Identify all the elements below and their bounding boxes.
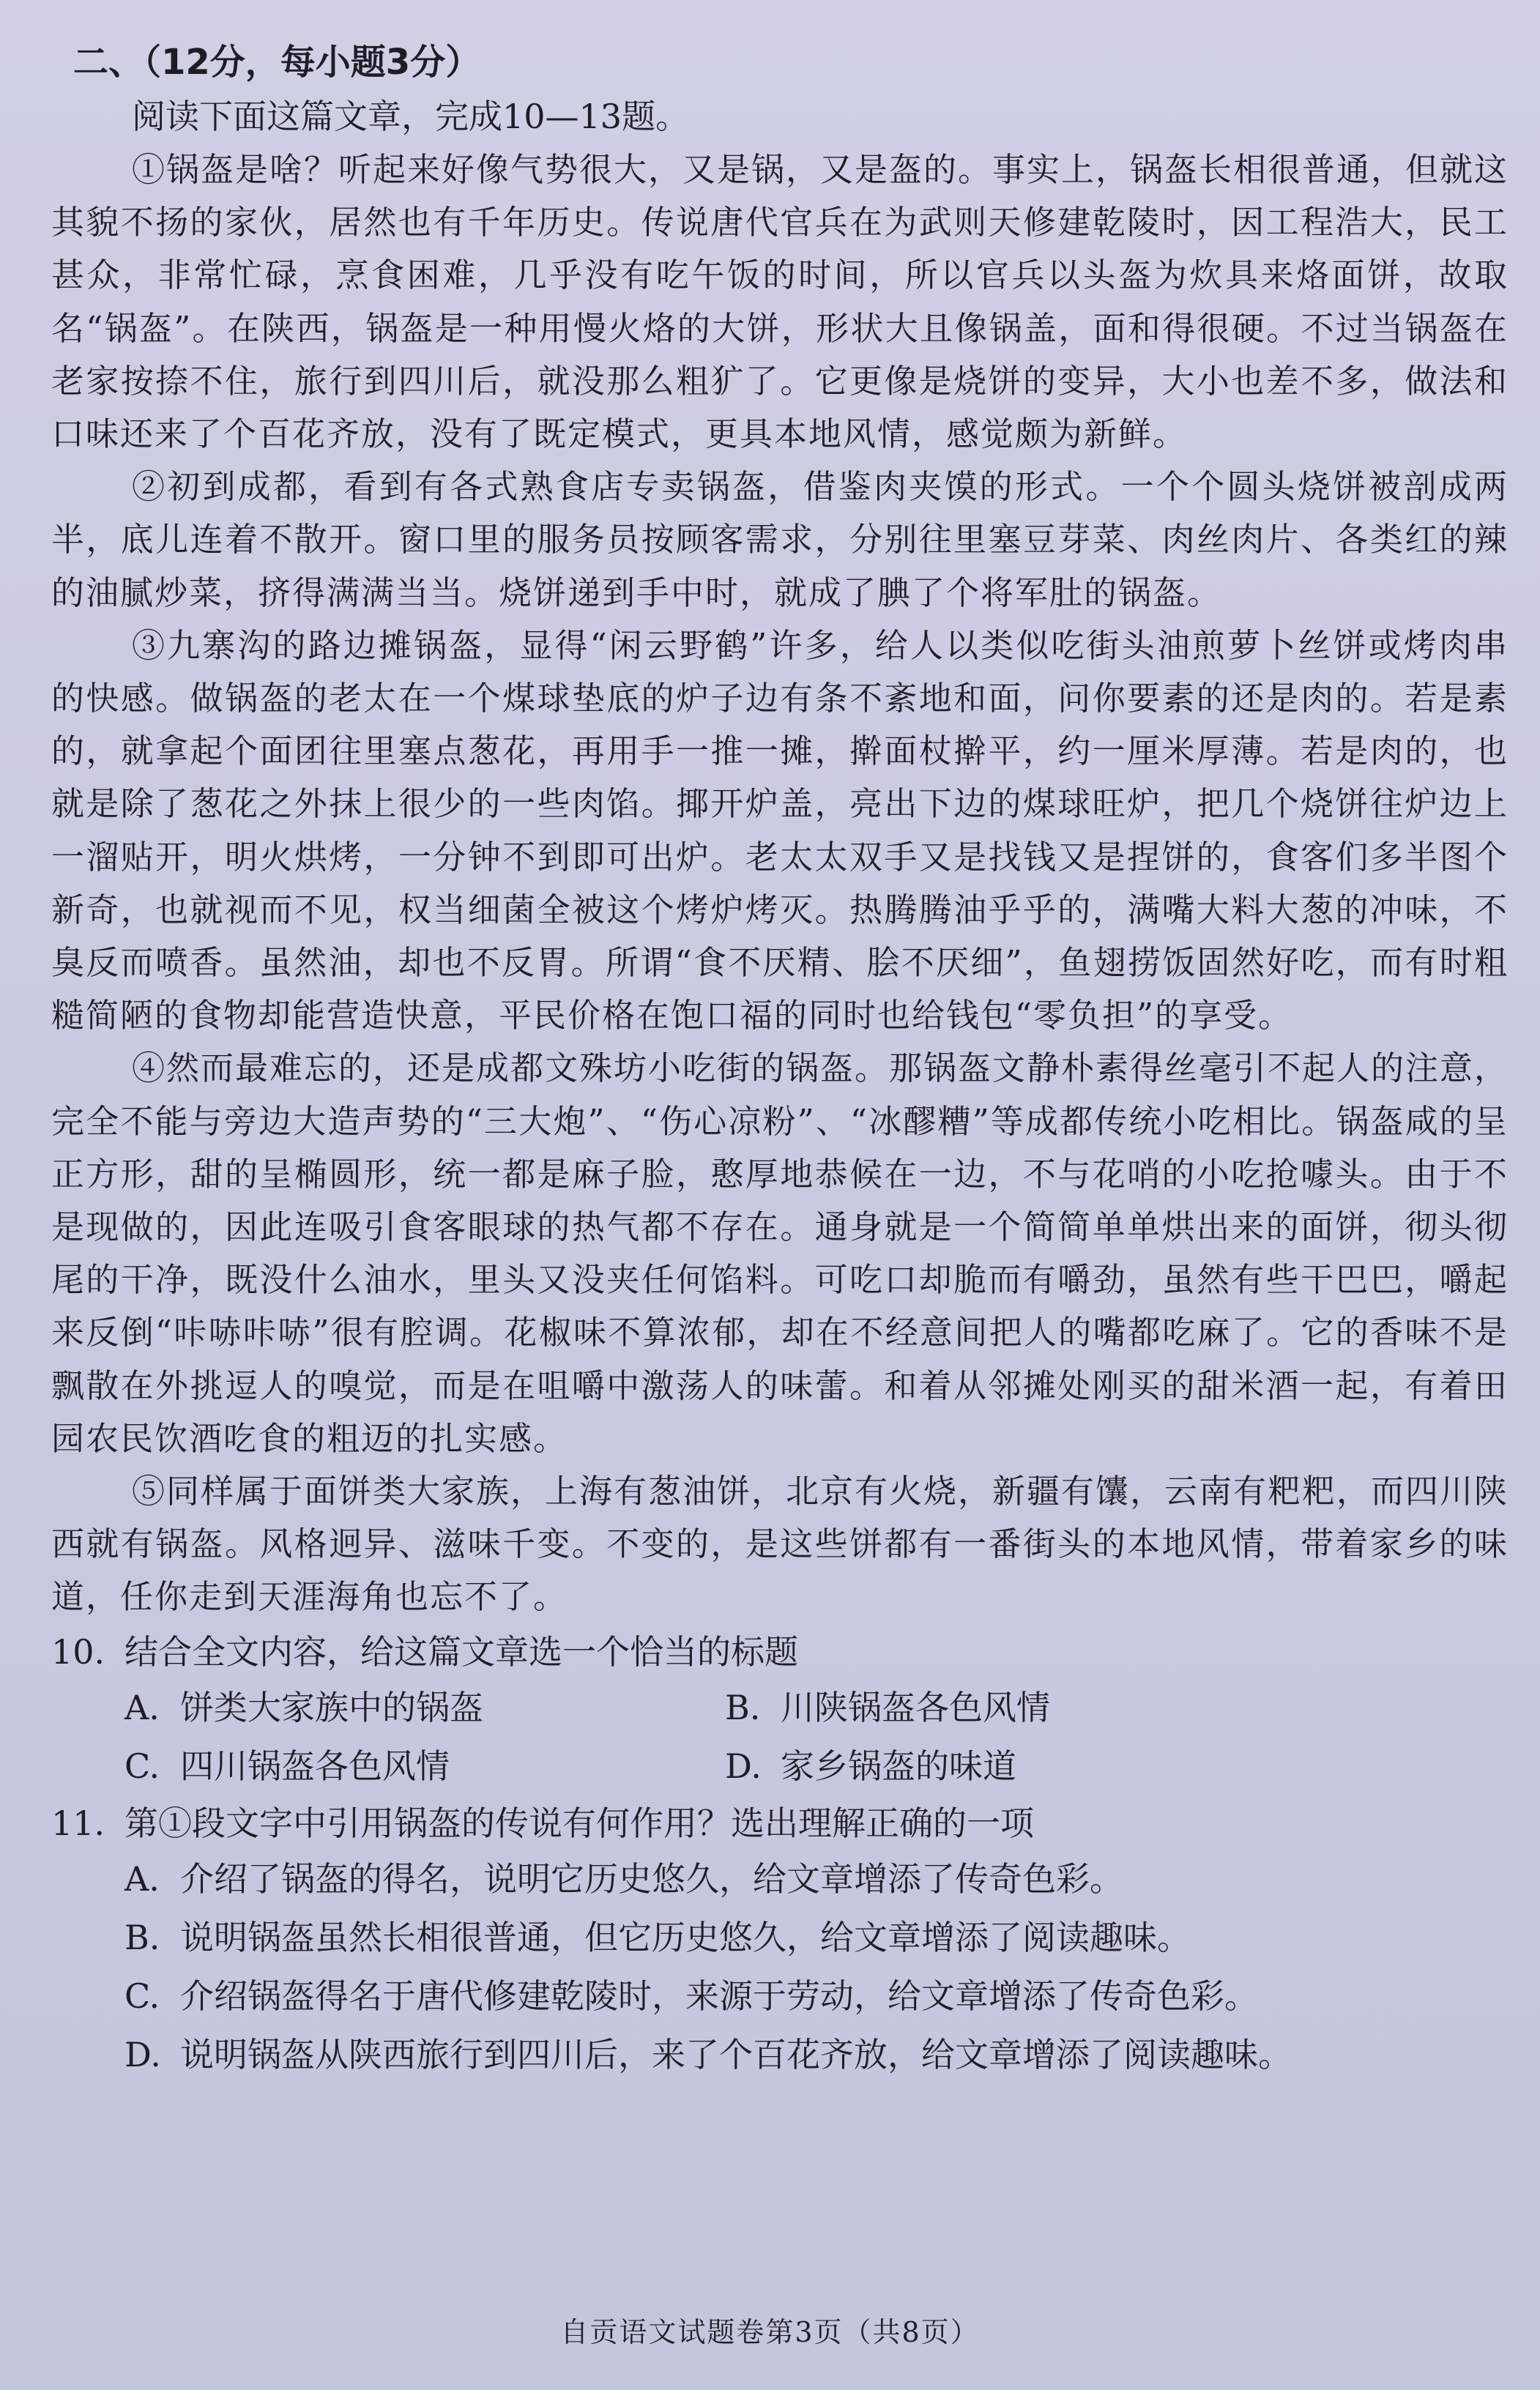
option-b — [124, 1908, 1509, 1967]
article-paragraph-4: ④然而最难忘的，还是成都文殊坊小吃街的锅盔。那锅盔文静朴素得丝毫引不起人的注意，完全不能与旁边大造声势的“三大炮”、“伤心凉粉”、“冰醪糟”等成都传统小吃相比。锅盔咸的呈正方形，甜的呈椭圆形，统一都是麻子脸，憨厚地恭候在一边，不与花哨的小吃抢噱头。由于不是现做的，因此连吸引食客眼球的热气都不存在。通身就是一个简简单单烘出来的面饼，彻头彻尾的干净，既没什么油水，里头又没夹任何馅料。可吃口却脆而有嚼劲，虽然有些干巴巴，嚼起来反倒“咔哧咔哧”很有腔调。花椒味不算浓郁，却在不经意间把人的嘴都吃麻了。它的香味不是飘散在外挑逗人的嗅觉，而是在咀嚼中激荡人的味蕾。和着从邻摊处刚买的甜米酒一起，有着田园农民饮酒吃食的粗迈的扎实感。 — [51, 1049, 1509, 1458]
option-d — [725, 1737, 1325, 1795]
option-text: 说明锅盔虽然长相很普通，但它历史悠久，给文章增添了阅读趣味。 — [180, 1917, 1191, 1957]
option-letter: C. — [124, 1976, 160, 2016]
question-number: 10. — [51, 1631, 105, 1672]
reading-instruction: 阅读下面这篇文章，完成10—13题。 — [132, 97, 690, 136]
option-a — [124, 1678, 725, 1737]
article — [51, 144, 1509, 1624]
option-letter: B. — [725, 1687, 761, 1727]
page-content — [51, 35, 1509, 2084]
article-paragraph-5: ⑤同样属于面饼类大家族，上海有葱油饼，北京有火烧，新疆有馕，云南有粑粑，而四川陕西就有锅盔。风格迥异、滋味千变。不变的，是这些饼都有一番街头的本地风情，带着家乡的味道，任你走到天涯海角也忘不了。 — [51, 1472, 1509, 1617]
question-text: 第①段文字中引用锅盔的传说有何作用？选出理解正确的一项 — [124, 1803, 1034, 1843]
option-b — [725, 1678, 1325, 1737]
question-11 — [51, 1797, 1509, 2084]
option-letter: B. — [124, 1917, 160, 1957]
question-text: 结合全文内容，给这篇文章选一个恰当的标题 — [124, 1631, 798, 1672]
option-c — [124, 1967, 1509, 2025]
option-letter: D. — [725, 1746, 762, 1786]
option-text: 饼类大家族中的锅盔 — [180, 1687, 483, 1727]
question-number: 11. — [51, 1803, 105, 1843]
option-text: 四川锅盔各色风情 — [180, 1746, 450, 1786]
option-d — [124, 2025, 1509, 2084]
option-letter: D. — [124, 2034, 161, 2074]
section-heading: 二、（12分，每小题3分） — [73, 42, 481, 83]
option-letter: A. — [124, 1858, 160, 1899]
article-paragraph-3: ③九寨沟的路边摊锅盔，显得“闲云野鹤”许多，给人以类似吃街头油煎萝卜丝饼或烤肉串的快感。做锅盔的老太在一个煤球垫底的炉子边有条不紊地和面，问你要素的还是肉的。若是素的，就拿起个面团往里塞点葱花，再用手一推一摊，擀面杖擀平，约一厘米厚薄。若是肉的，也就是除了葱花之外抹上很少的一些肉馅。揶开炉盖，亮出下边的煤球旺炉，把几个烧饼往炉边上一溜贴开，明火烘烤，一分钟不到即可出炉。老太太双手又是找钱又是捏饼的，食客们多半图个新奇，也就视而不见，权当细菌全被这个烤炉烤灭。热腾腾油乎乎的，满嘴大料大葱的冲味，不臭反而喷香。虽然油，却也不反胃。所谓“食不厌精、脍不厌细”，鱼翅捞饭固然好吃，而有时粗糙简陋的食物却能营造快意，平民价格在饱口福的同时也给钱包“零负担”的享受。 — [51, 625, 1509, 1035]
option-list — [124, 1850, 1509, 2084]
article-paragraph-2: ②初到成都，看到有各式熟食店专卖锅盔，借鉴肉夹馍的形式。一个个圆头烧饼被剖成两半，底儿连着不散开。窗口里的服务员按顾客需求，分别往里塞豆芽菜、肉丝肉片、各类红的辣的油腻炒菜，挤得满满当当。烧饼递到手中时，就成了腆了个将军肚的锅盔。 — [51, 467, 1509, 612]
option-text: 家乡锅盔的味道 — [781, 1746, 1016, 1786]
question-10 — [51, 1626, 1509, 1795]
question-stem — [51, 1797, 1509, 1850]
question-stem — [51, 1626, 1509, 1678]
option-list — [124, 1678, 1509, 1795]
option-text: 介绍锅盔得名于唐代修建乾陵时，来源于劳动，给文章增添了传奇色彩。 — [180, 1976, 1258, 2016]
page-footer: 自贡语文试题卷第3页（共8页） — [560, 2316, 980, 2348]
option-c — [124, 1737, 725, 1795]
option-letter: C. — [124, 1746, 160, 1786]
option-a — [124, 1850, 1509, 1908]
option-text: 说明锅盔从陕西旅行到四川后，来了个百花齐放，给文章增添了阅读趣味。 — [180, 2034, 1292, 2074]
option-text: 介绍了锅盔的得名，说明它历史悠久，给文章增添了传奇色彩。 — [180, 1858, 1123, 1899]
article-paragraph-1: ①锅盔是啥？听起来好像气势很大，又是锅，又是盔的。事实上，锅盔长相很普通，但就这其貌不扬的家伙，居然也有千年历史。传说唐代官兵在为武则天修建乾陵时，因工程浩大，民工甚众，非常忙碌，烹食困难，几乎没有吃午饭的时间，所以官兵以头盔为炊具来烙面饼，故取名“锅盔”。在陕西，锅盔是一种用慢火烙的大饼，形状大且像锅盖，面和得很硬。不过当锅盔在老家按捺不住，旅行到四川后，就没那么粗犷了。它更像是烧饼的变异，大小也差不多，做法和口味还来了个百花齐放，没有了既定模式，更具本地风情，感觉颇为新鲜。 — [51, 150, 1509, 454]
option-text: 川陕锅盔各色风情 — [781, 1687, 1050, 1727]
option-letter: A. — [124, 1687, 160, 1727]
